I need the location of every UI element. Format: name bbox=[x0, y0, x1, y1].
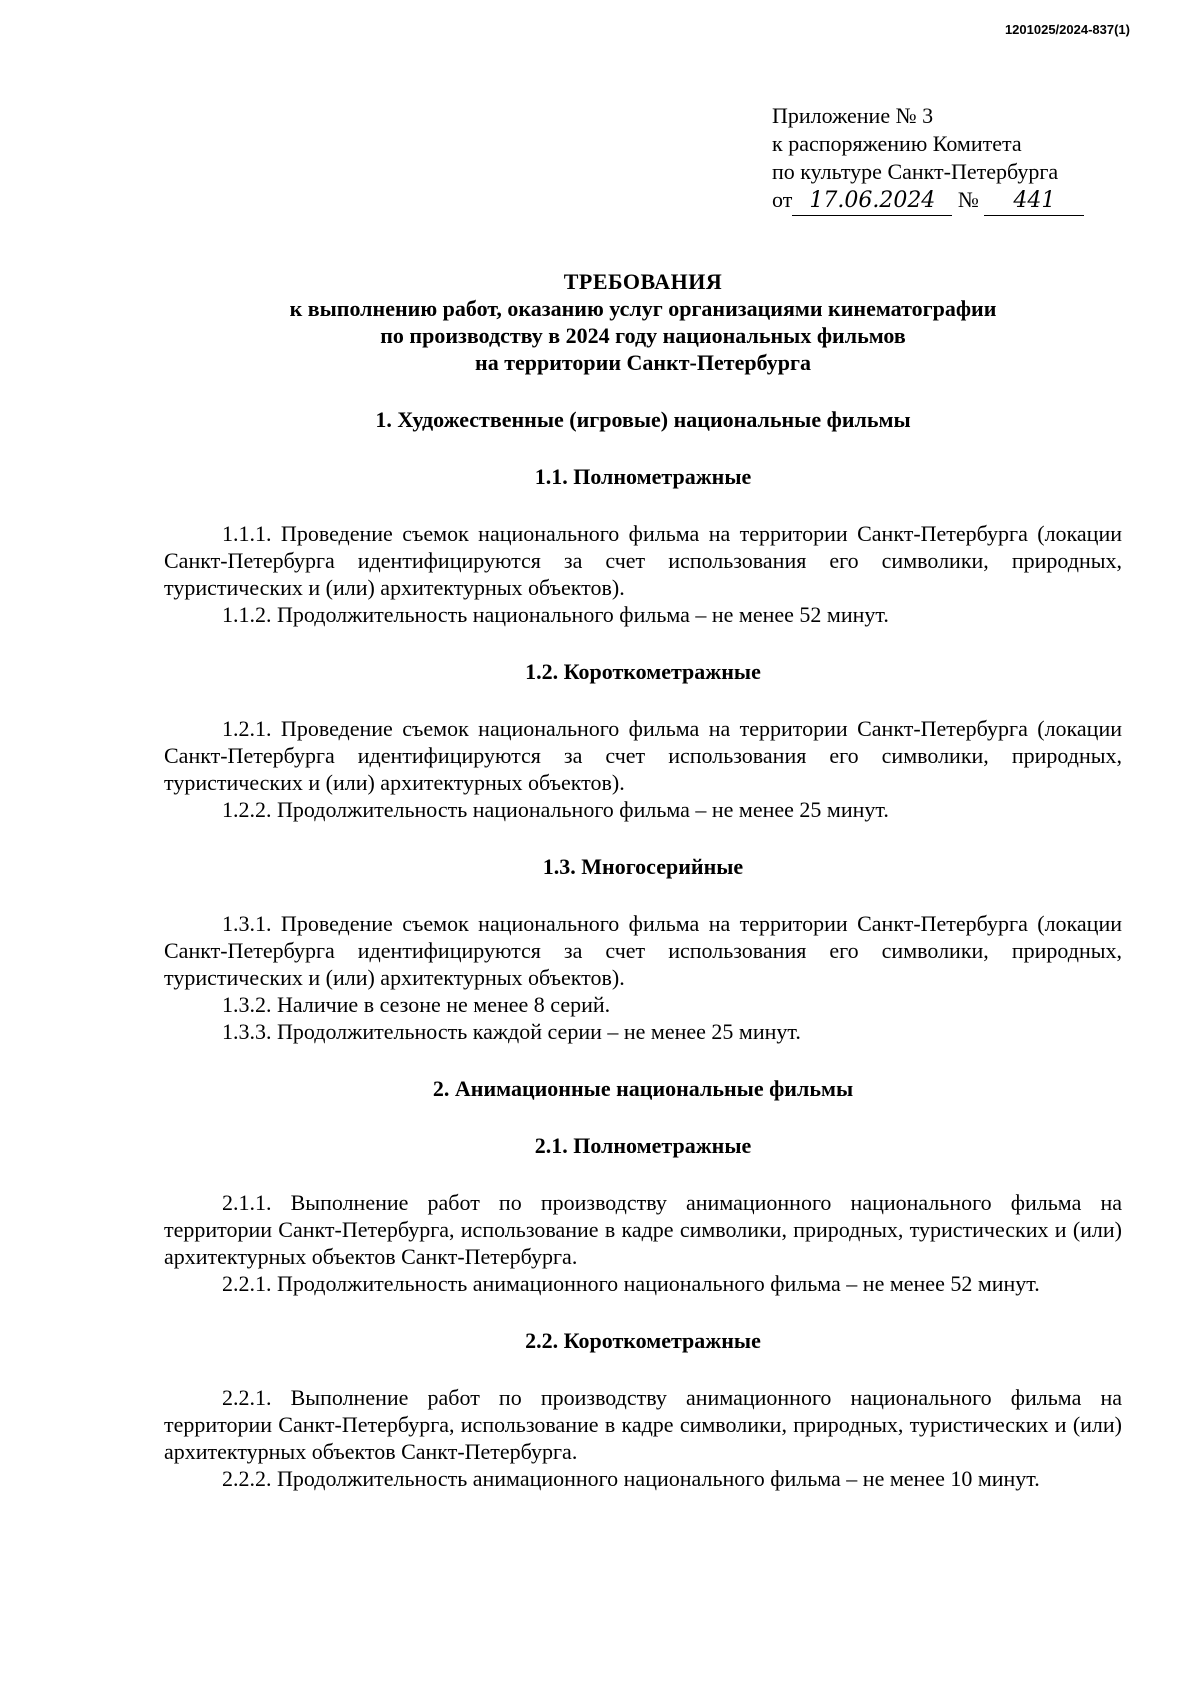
section-1-heading: 1. Художественные (игровые) национальные фильмы bbox=[375, 407, 911, 432]
handwritten-number: 441 bbox=[984, 187, 1084, 216]
paragraph-1-3-1: 1.3.1. Проведение съемок национального фильма на территории Санкт-Петербурга (локации Санкт-Петербурга идентифицируются за счет использования его символики, природных, туристических и (или) архитектурных объектов). bbox=[164, 911, 1122, 990]
appendix-from-label: от bbox=[772, 187, 793, 212]
paragraph-1-1-1: 1.1.1. Проведение съемок национального фильма на территории Санкт-Петербурга (локации Санкт-Петербурга идентифицируются за счет использования его символики, природных, туристических и (или) архитектурных объектов). bbox=[164, 521, 1122, 600]
paragraph-1-3-2: 1.3.2. Наличие в сезоне не менее 8 серий. bbox=[222, 992, 611, 1017]
title-main: ТРЕБОВАНИЯ bbox=[563, 269, 723, 294]
section-1-2-heading: 1.2. Короткометражные bbox=[525, 659, 761, 684]
title-block bbox=[164, 268, 1122, 376]
paragraph-2-2-1: 2.2.1. Выполнение работ по производству анимационного национального фильма на территории Санкт-Петербурга, использование в кадре символики, природных, туристических и (или) архитектурных объектов Санкт-Петербурга. bbox=[164, 1385, 1122, 1464]
paragraph-1-3-3: 1.3.3. Продолжительность каждой серии – не менее 25 минут. bbox=[222, 1019, 801, 1044]
section-2-heading: 2. Анимационные национальные фильмы bbox=[432, 1076, 854, 1101]
paragraph-2-1-1: 2.1.1. Выполнение работ по производству анимационного национального фильма на территории Санкт-Петербурга, использование в кадре символики, природных, туристических и (или) архитектурных объектов Санкт-Петербурга. bbox=[164, 1190, 1122, 1269]
title-line-2: к выполнению работ, оказанию услуг организациями кинематографии bbox=[289, 296, 997, 321]
appendix-line-2: к распоряжению Комитета bbox=[772, 131, 1022, 156]
appendix-line-3: по культуре Санкт-Петербурга bbox=[772, 159, 1059, 184]
appendix-block bbox=[772, 102, 1084, 216]
section-1-1-heading: 1.1. Полнометражные bbox=[534, 464, 752, 489]
appendix-line-1: Приложение № 3 bbox=[772, 103, 934, 128]
document-number: 1201025/2024-837(1) bbox=[1004, 22, 1130, 37]
appendix-number-label: № bbox=[957, 187, 979, 212]
title-line-3: по производству в 2024 году национальных фильмов bbox=[380, 323, 906, 348]
section-2-1-heading: 2.1. Полнометражные bbox=[534, 1133, 752, 1158]
appendix-line-4 bbox=[772, 186, 1084, 216]
paragraph-1-2-1: 1.2.1. Проведение съемок национального фильма на территории Санкт-Петербурга (локации Санкт-Петербурга идентифицируются за счет использования его символики, природных, туристических и (или) архитектурных объектов). bbox=[164, 716, 1122, 795]
paragraph-2-1-2: 2.2.1. Продолжительность анимационного национального фильма – не менее 52 минут. bbox=[222, 1271, 1040, 1296]
handwritten-date: 17.06.2024 bbox=[792, 187, 952, 216]
section-2-2-heading: 2.2. Короткометражные bbox=[525, 1328, 761, 1353]
section-1-3-heading: 1.3. Многосерийные bbox=[542, 854, 744, 879]
paragraph-1-1-2: 1.1.2. Продолжительность национального фильма – не менее 52 минут. bbox=[222, 602, 889, 627]
title-line-4: на территории Санкт-Петербурга bbox=[475, 350, 811, 375]
paragraph-1-2-2: 1.2.2. Продолжительность национального фильма – не менее 25 минут. bbox=[222, 797, 889, 822]
document-body bbox=[164, 268, 1122, 1492]
paragraph-2-2-2: 2.2.2. Продолжительность анимационного национального фильма – не менее 10 минут. bbox=[222, 1466, 1040, 1491]
